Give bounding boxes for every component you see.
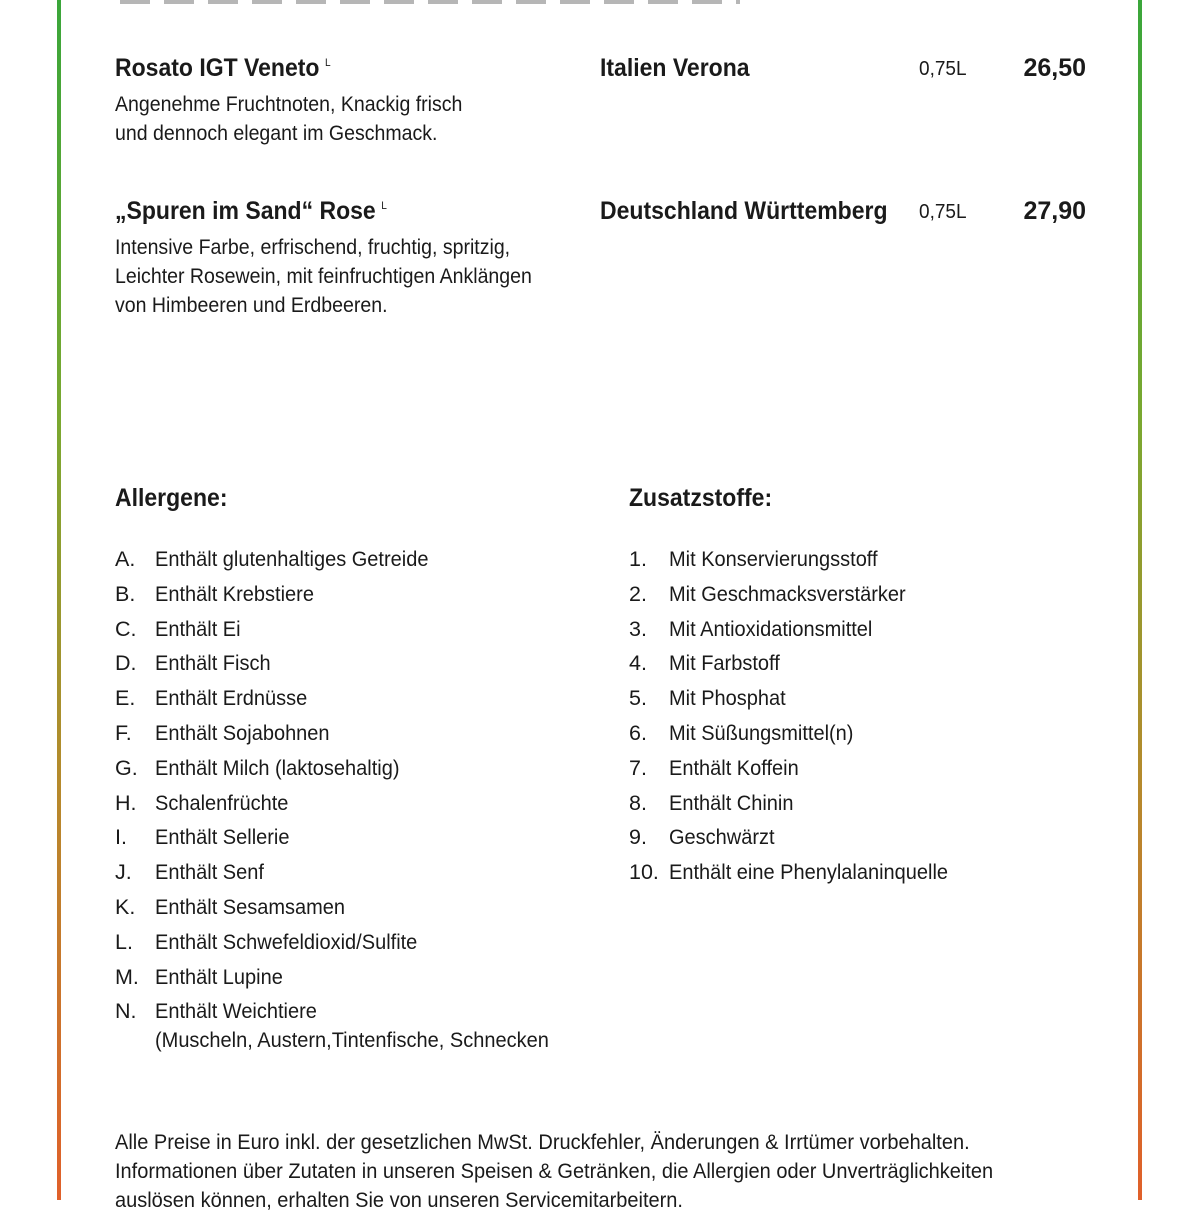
list-item: 4. Mit Farbstoff	[629, 651, 780, 676]
list-item: A. Enthält glutenhaltiges Getreide	[115, 547, 429, 571]
list-item: F. Enthält Sojabohnen	[115, 720, 330, 745]
list-item: N. Enthält Weichtiere (Muscheln, Austern,Tintenfische, Schnecken	[115, 999, 549, 1053]
wine-origin: Deutschland Württemberg	[600, 197, 888, 225]
wine-description: Intensive Farbe, erfrischend, fruchtig, spritzig, Leichter Rosewein, mit feinfruchtigen Anklängen von Himbeeren und Erdbeeren.	[115, 236, 532, 317]
list-item: 7. Enthält Koffein	[629, 755, 799, 780]
wine-description: Angenehme Fruchtnoten, Knackig frisch und dennoch elegant im Geschmack.	[115, 93, 463, 145]
wine-volume: 0,75L	[919, 58, 967, 80]
additives-list	[629, 542, 1099, 890]
list-item: 3. Mit Antioxidationsmittel	[629, 616, 873, 641]
list-item: M. Enthält Lupine	[115, 964, 283, 989]
list-item: G. Enthält Milch (laktosehaltig)	[115, 755, 400, 780]
wine-name: „Spuren im Sand“ Rose $^L$	[115, 197, 387, 225]
list-item: C. Enthält Ei	[115, 616, 241, 641]
wine-price: 27,90	[1023, 197, 1086, 225]
list-item: 8. Enthält Chinin	[629, 790, 794, 815]
footer-note: Alle Preise in Euro inkl. der gesetzlichen MwSt. Druckfehler, Änderungen & Irrtümer vorbehalten. Informationen über Zutaten in unseren Speisen & Getränken, die Allergien oder Unverträglichkeiten auslösen können, erhalten Sie von unseren Servicemitarbeitern.	[115, 1130, 994, 1212]
allergen-mark: L	[381, 200, 387, 212]
list-item: I. Enthält Sellerie	[115, 825, 290, 850]
list-item: 2. Mit Geschmacksverstärker	[629, 581, 906, 606]
wine-price: 26,50	[1023, 54, 1086, 82]
allergens-list	[115, 542, 615, 1054]
list-item: D. Enthält Fisch	[115, 651, 271, 676]
list-item: B. Enthält Krebstiere	[115, 581, 314, 606]
list-item: 1. Mit Konservierungsstoff	[629, 547, 878, 571]
wine-volume: 0,75L	[919, 201, 967, 223]
cut-off-heading-strip	[120, 0, 740, 4]
list-item: 6. Mit Süßungsmittel(n)	[629, 720, 854, 745]
page-border-right	[1138, 0, 1142, 1200]
list-item: J. Enthält Senf	[115, 860, 264, 885]
list-item: 10. Enthält eine Phenylalaninquelle	[629, 860, 949, 885]
additives-title: Zusatzstoffe:	[629, 484, 773, 512]
allergens-title: Allergene:	[115, 484, 228, 512]
wine-name: Rosato IGT Veneto $^L$	[115, 54, 331, 82]
wine-origin: Italien Verona	[600, 54, 750, 82]
allergen-mark: L	[325, 57, 331, 69]
list-item: H. Schalenfrüchte	[115, 790, 289, 815]
list-item: 9. Geschwärzt	[629, 825, 775, 850]
list-item: E. Enthält Erdnüsse	[115, 686, 308, 711]
page-border-left	[57, 0, 61, 1200]
list-item: 5. Mit Phosphat	[629, 686, 786, 711]
list-item: L. Enthält Schwefeldioxid/Sulfite	[115, 929, 418, 954]
list-item: K. Enthält Sesamsamen	[115, 894, 346, 919]
